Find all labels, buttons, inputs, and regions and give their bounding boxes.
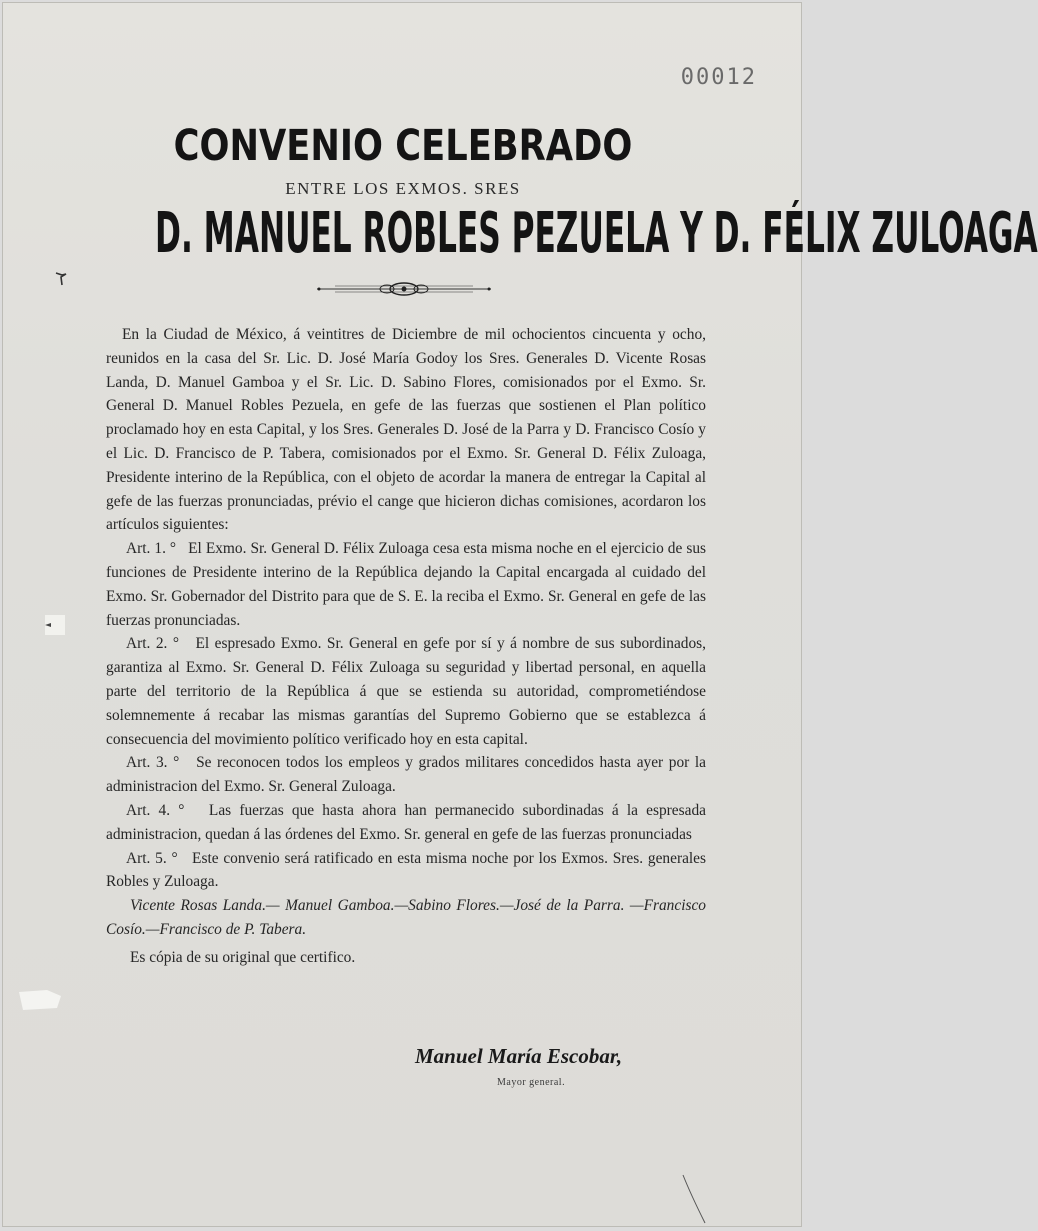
paper-crease-icon xyxy=(679,1173,709,1225)
signature-rank: Mayor general. xyxy=(497,1077,566,1088)
article-2 xyxy=(106,632,706,751)
signatories-line: Vicente Rosas Landa.— Manuel Gamboa.—Sabino Flores.—José de la Parra. —Francisco Cosío.—Francisco de P. Tabera. xyxy=(106,897,706,938)
article-label: Art. 5. ° xyxy=(126,849,178,867)
article-1 xyxy=(106,537,706,632)
article-5 xyxy=(106,847,706,895)
document-page xyxy=(2,2,1038,1227)
article-3 xyxy=(106,751,706,799)
article-label: Art. 4. ° xyxy=(126,801,185,819)
article-label: Art. 2. ° xyxy=(126,635,180,653)
signature: Manuel María Escobar, xyxy=(415,1044,623,1068)
document-subtitle: ENTRE LOS EXMOS. SRES xyxy=(285,179,521,198)
article-label: Art. 3. ° xyxy=(126,754,180,772)
article-text: Se reconocen todos los empleos y grados militares concedidos hasta ayer por la administracion del Exmo. Sr. General Zuloaga. xyxy=(106,754,706,796)
article-text: El Exmo. Sr. General D. Félix Zuloaga cesa esta misma noche en el ejercicio de sus funciones de Presidente interino de la República dejando la Capital encargada al cuidado del Exmo. Sr. Gobernador del Distrito para que de S. E. la reciba el Exmo. Sr. General en gefe de las fuerzas pronunciadas. xyxy=(106,540,707,629)
article-4 xyxy=(106,799,706,847)
preamble-paragraph: En la Ciudad de México, á veintitres de Diciembre de mil ochocientos cincuenta y ocho, reunidos en la casa del Sr. Lic. D. José María Godoy los Sres. Generales D. Vicente Rosas Landa, D. Manuel Gamboa y el Sr. Lic. D. Sabino Flores, comisionados por el Exmo. Sr. General D. Manuel Robles Pezuela, en gefe de las fuerzas que sostienen el Plan político proclamado hoy en esta Capital, y los Sres. Generales D. José de la Parra y D. Francisco Cosío y el Lic. D. Francisco de P. Tabera, comisionados por el Exmo. Sr. General D. Félix Zuloaga, Presidente interino de la República, con el objeto de acordar la manera de entregar la Capital al gefe de las fuerzas pronunciadas, prévio el cange que hicieron dichas comisiones, acordaron los artículos siguientes: xyxy=(106,326,706,534)
archive-number: 00012 xyxy=(680,65,757,90)
article-text: Este convenio será ratificado en esta misma noche por los Exmos. Sres. generales Robles y Zuloaga. xyxy=(106,849,706,891)
article-text: El espresado Exmo. Sr. General en gefe por sí y á nombre de sus subordinados, garantiza al Exmo. Sr. General D. Félix Zuloaga su seguridad y libertad personal, en aquella parte del territorio de la República á que se estienda su autoridad, comprometiéndose solemnemente á recabar las mismas garantías del Supremo Gobierno que se establezca á consecuencia del movimiento político verificado hoy en esta capital. xyxy=(106,635,707,748)
article-text: Las fuerzas que hasta ahora han permanecido subordinadas á la espresada administracion, quedan á las órdenes del Exmo. Sr. general en gefe de las fuerzas pronunciadas xyxy=(106,801,706,843)
certification-line: Es cópia de su original que certifico. xyxy=(130,948,356,966)
document-title: CONVENIO CELEBRADO xyxy=(173,121,633,171)
margin-tear-icon xyxy=(17,988,63,1012)
article-label: Art. 1. ° xyxy=(126,540,177,558)
document-names-heading: D. MANUEL ROBLES PEZUELA Y D. FÉLIX ZULOAGA xyxy=(155,201,1038,266)
ornament-divider-icon xyxy=(315,279,493,299)
margin-mark-icon xyxy=(53,271,69,287)
margin-notch-icon xyxy=(41,613,69,637)
document-body xyxy=(106,323,706,970)
